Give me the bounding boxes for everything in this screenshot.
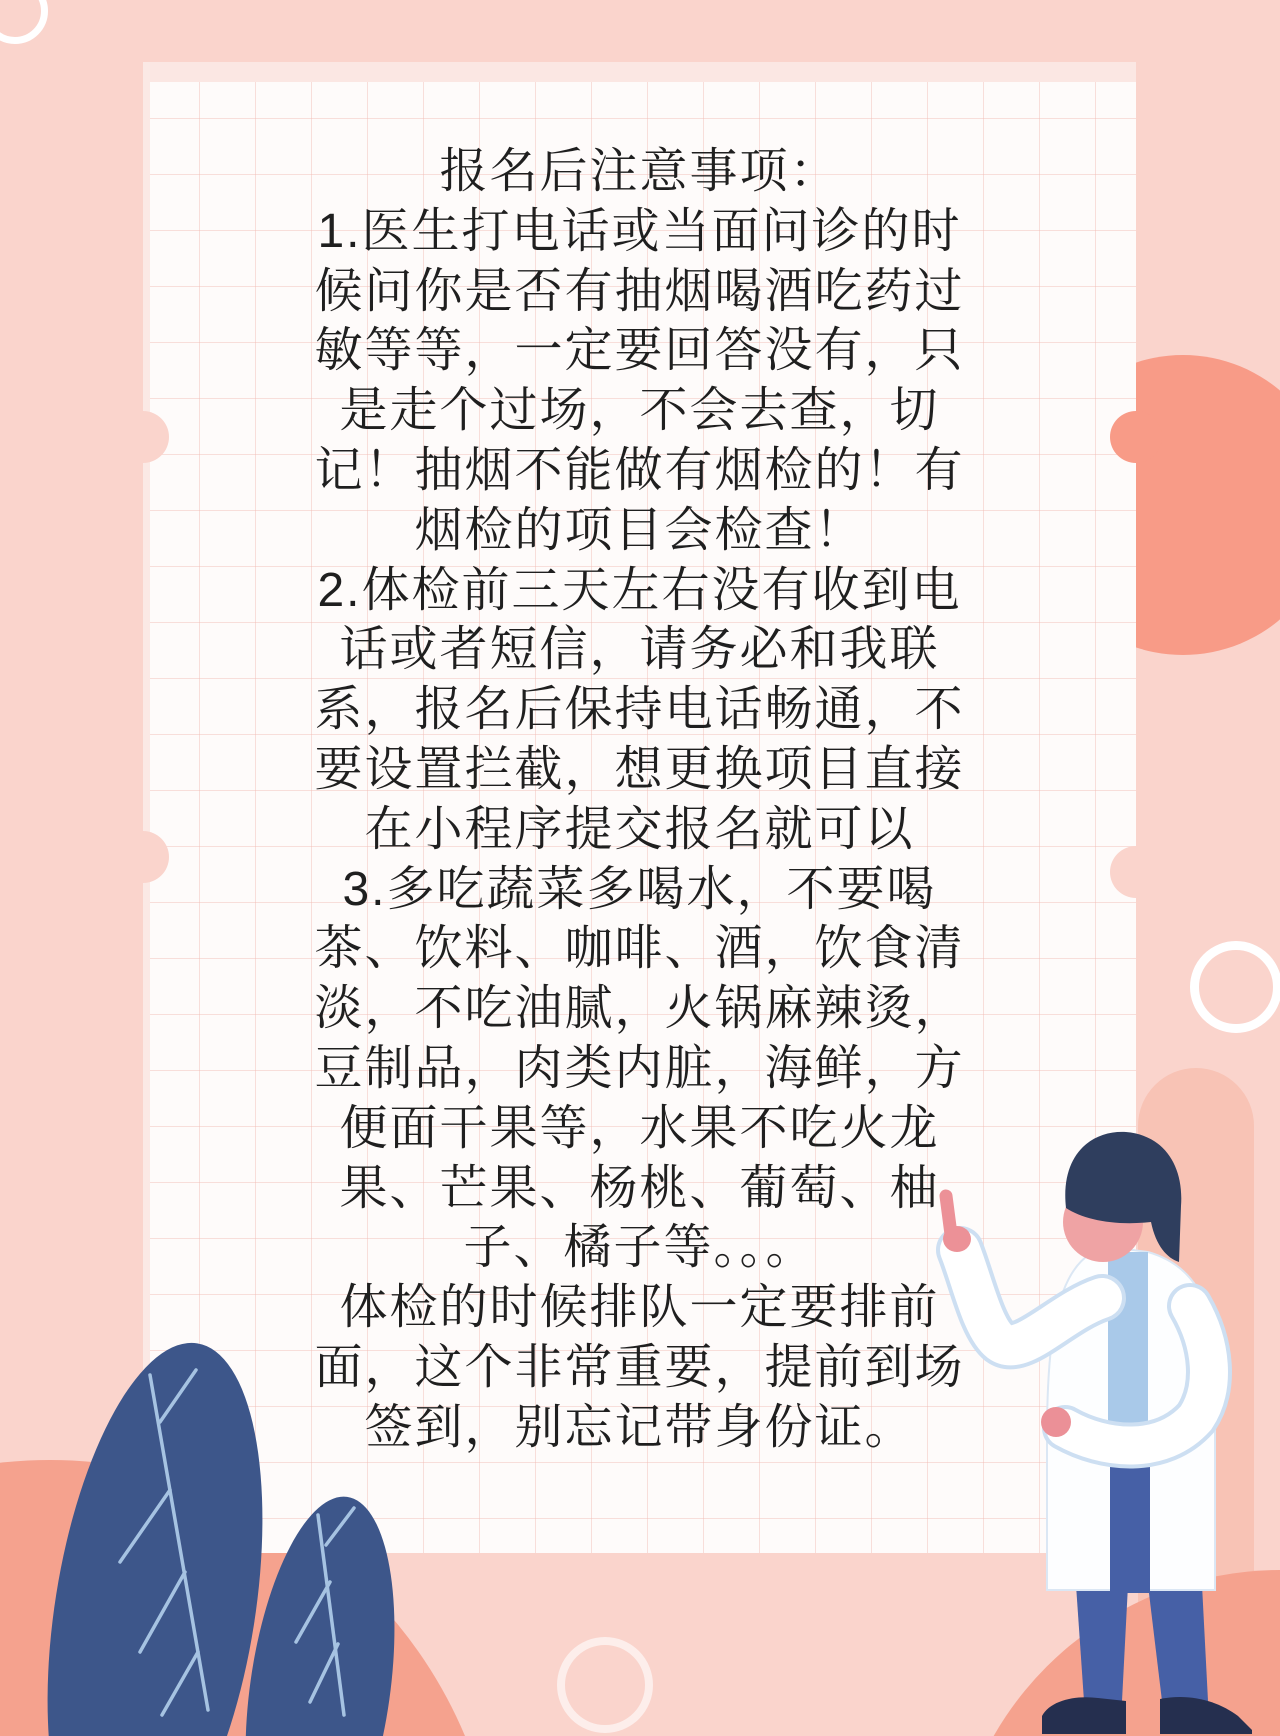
notice-line-21: 签到，别忘记带身份证。 bbox=[364, 1400, 915, 1454]
notice-line-9: 系，报名后保持电话畅通，不 bbox=[314, 683, 965, 737]
notice-line-6: 烟检的项目会检查！ bbox=[414, 503, 865, 557]
notice-title: 报名后注意事项： bbox=[439, 145, 840, 198]
doctor-shoe bbox=[1042, 1697, 1126, 1734]
circle-outline-icon bbox=[557, 1637, 653, 1733]
notice-line-5: 记！抽烟不能做有烟检的！有 bbox=[314, 443, 965, 497]
notice-line-7: 2.体检前三天左右没有收到电 bbox=[317, 563, 962, 617]
circle-outline-icon bbox=[1190, 941, 1280, 1033]
notice-line-3: 敏等等，一定要回答没有，只 bbox=[314, 324, 965, 378]
circle-outline-icon bbox=[0, 0, 48, 44]
doctor-shoe bbox=[1160, 1697, 1252, 1734]
notice-line-14: 淡，不吃油腻，火锅麻辣烫， bbox=[314, 982, 965, 1036]
doctor-hand bbox=[1041, 1407, 1071, 1437]
doctor-pointing-finger bbox=[946, 1196, 952, 1242]
notice-line-1: 1.医生打电话或当面问诊的时 bbox=[317, 204, 962, 258]
notice-line-12: 3.多吃蔬菜多喝水，不要喝 bbox=[342, 862, 937, 916]
doctor-leg bbox=[1148, 1585, 1208, 1701]
notice-line-4: 是走个过场，不会去查，切 bbox=[339, 384, 940, 438]
notice-line-2: 候问你是否有抽烟喝酒吃药过 bbox=[314, 264, 965, 318]
notice-line-11: 在小程序提交报名就可以 bbox=[364, 802, 915, 856]
notice-line-15: 豆制品，肉类内脏，海鲜，方 bbox=[314, 1041, 965, 1095]
notice-line-20: 面，这个非常重要，提前到场 bbox=[314, 1340, 965, 1394]
notice-line-8: 话或者短信，请务必和我联 bbox=[339, 623, 940, 677]
notice-line-19: 体检的时候排队一定要排前 bbox=[339, 1281, 940, 1335]
notice-line-18: 子、橘子等。。。 bbox=[463, 1221, 816, 1275]
doctor-leg bbox=[1076, 1585, 1128, 1701]
notice-line-17: 果、芒果、杨桃、葡萄、柚 bbox=[339, 1161, 940, 1215]
notice-line-13: 茶、饮料、咖啡、酒，饮食清 bbox=[314, 922, 965, 976]
notice-line-10: 要设置拦截，想更换项目直接 bbox=[314, 742, 965, 796]
plant-leaves-illustration bbox=[0, 1210, 460, 1736]
doctor-illustration bbox=[860, 1036, 1280, 1736]
notice-line-16: 便面干果等，水果不吃火龙 bbox=[339, 1101, 940, 1155]
paper-fold-strip bbox=[143, 62, 1136, 82]
